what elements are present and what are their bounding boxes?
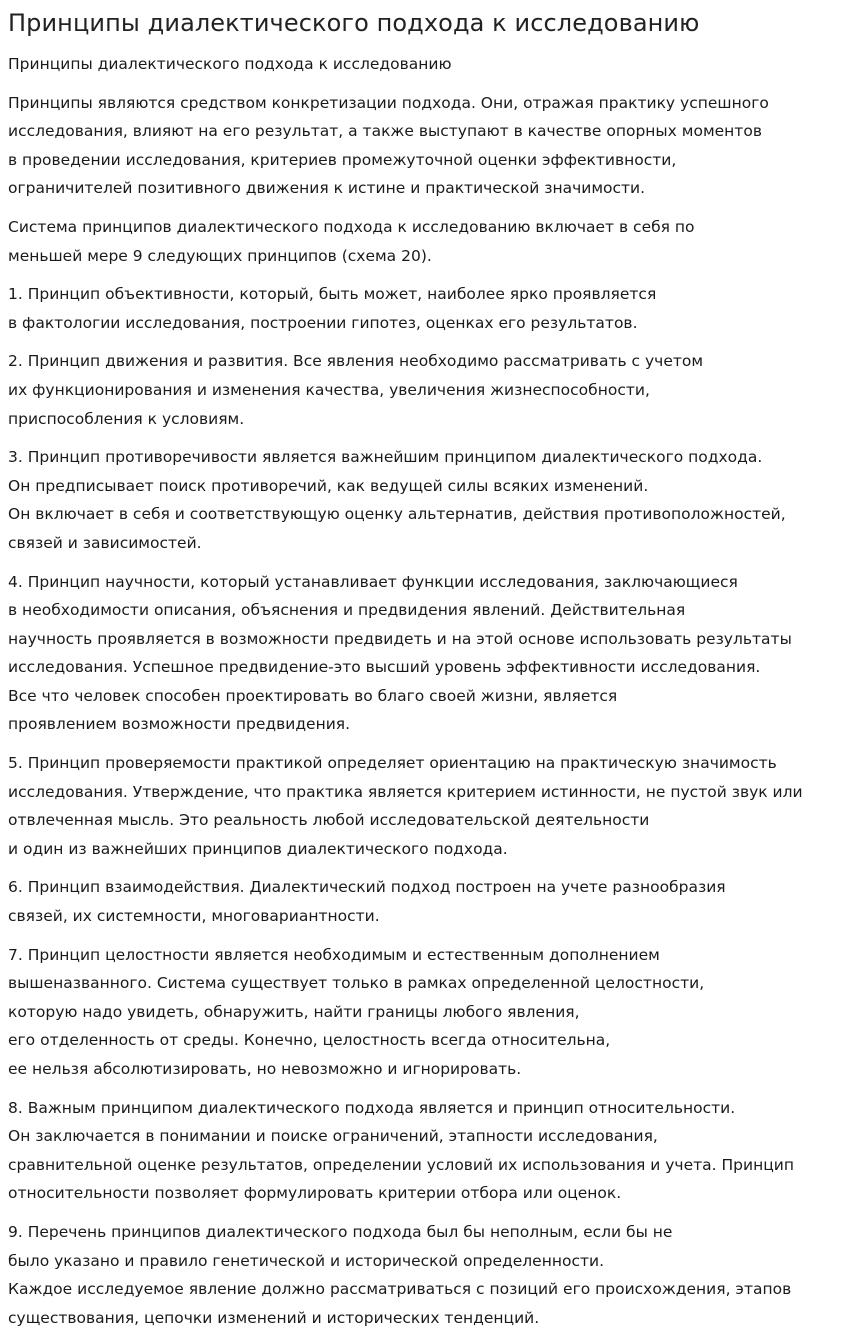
page-title: Принципы диалектического подхода к исследованию <box>8 9 700 37</box>
intro-paragraph: Принципы являются средством конкретизации подхода. Они, отражая практику успешного исследования, влияют на его результат, а также выступают в качестве опорных моментов в проведении исследования, критериев промежуточной оценки эффективности, ограничителей позитивного движения к истине и практической значимости. <box>8 93 769 198</box>
system-paragraph: Система принципов диалектического подхода к исследованию включает в себя по меньшей мере 9 следующих принципов (схема 20). <box>8 217 695 265</box>
principle-4-paragraph: 4. Принцип научности, который устанавливает функции исследования, заключающиеся в необходимости описания, объяснения и предвидения явлений. Действительная научность проявляется в возможности предвидеть и на этой основе использовать результаты исследования. Успешное предвидение-это высший уровень эффективности исследования. Все что человек способен проектировать во благо своей жизни, является проявлением возможности предвидения. <box>8 572 792 734</box>
principle-2-paragraph: 2. Принцип движения и развития. Все явления необходимо рассматривать с учетом их функционирования и изменения качества, увеличения жизнеспособности, приспособления к условиям. <box>8 352 704 428</box>
principle-8-paragraph: 8. Важным принципом диалектического подхода является и принцип относительности. Он заключается в понимании и поиске ограничений, этапности исследования, сравнительной оценке результатов, определении условий их использования и учета. Принцип относительности позволяет формулировать критерии отбора или оценок. <box>8 1098 794 1203</box>
principle-9-paragraph: 9. Перечень принципов диалектического подхода был бы неполным, если бы не было указано и правило генетической и исторической определенности. Каждое исследуемое явление должно рассматриваться с позиций его происхождения, этапов существования, цепочки изменений и исторических тенденций. <box>8 1222 792 1327</box>
section-subtitle: Принципы диалектического подхода к исследованию <box>8 55 452 73</box>
principle-3-paragraph: 3. Принцип противоречивости является важнейшим принципом диалектического подхода. Он предписывает поиск противоречий, как ведущей силы всяких изменений. Он включает в себя и соответствующую оценку альтернатив, действия противоположностей, связей и зависимостей. <box>8 448 786 552</box>
principle-1-paragraph: 1. Принцип объективности, который, быть может, наиболее ярко проявляется в фактологии исследования, построении гипотез, оценках его результатов. <box>8 285 657 332</box>
principle-6-paragraph: 6. Принцип взаимодействия. Диалектический подход построен на учете разнообразия связей, их системности, многовариантности. <box>8 878 726 926</box>
principle-5-paragraph: 5. Принцип проверяемости практикой определяет ориентацию на практическую значимость исследования. Утверждение, что практика является критерием истинности, не пустой звук или отвлеченная мысль. Это реальность любой исследовательской деятельности и один из важнейших принципов диалектического подхода. <box>8 754 803 858</box>
principle-7-paragraph: 7. Принцип целостности является необходимым и естественным дополнением вышеназванного. Система существует только в рамках определенной целостности, которую надо увидеть, обнаружить, найти границы любого явления, его отделенность от среды. Конечно, целостность всегда относительна, ее нельзя абсолютизировать, но невозможно и игнорировать. <box>8 945 705 1078</box>
